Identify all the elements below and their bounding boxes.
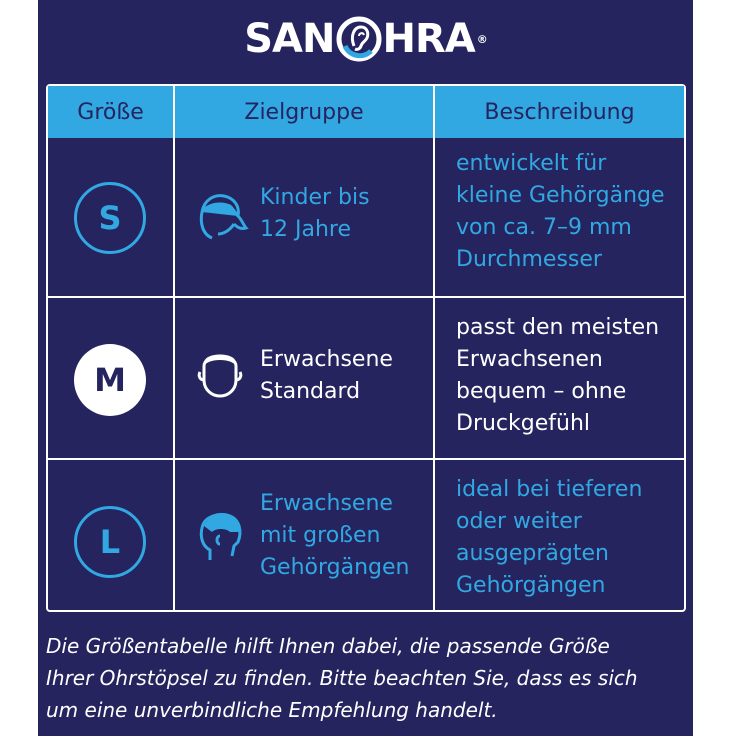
target-line: Erwachsene xyxy=(260,491,393,516)
logo-text-right: HRA xyxy=(382,16,475,62)
header-target-group: Zielgruppe xyxy=(244,99,364,125)
description-line: Druckgefühl xyxy=(456,411,591,436)
adult-profile-icon xyxy=(190,506,250,566)
description-line: von ca. 7–9 mm xyxy=(456,215,632,240)
footer-note xyxy=(46,630,693,726)
registered-mark: ® xyxy=(476,32,487,46)
target-group-s xyxy=(260,182,435,246)
sanohra-logo xyxy=(38,12,693,66)
description-line: entwickelt für xyxy=(456,151,607,176)
size-badge-l: L xyxy=(74,506,146,578)
child-head-icon xyxy=(190,186,250,246)
logo-text-left: SAN xyxy=(244,16,335,62)
target-group-l xyxy=(260,488,435,584)
header-description: Beschreibung xyxy=(484,99,635,125)
size-badge-m: M xyxy=(74,344,146,416)
description-line: ausgeprägten xyxy=(456,541,609,566)
header-size: Größe xyxy=(77,99,144,125)
description-s xyxy=(456,148,684,276)
ear-logo-icon xyxy=(336,16,382,62)
footer-line: Die Größentabelle hilft Ihnen dabei, die passende Größe xyxy=(46,634,610,658)
target-line: Gehörgängen xyxy=(260,555,410,580)
target-line: mit großen xyxy=(260,523,381,548)
description-l xyxy=(456,474,684,602)
description-line: passt den meisten xyxy=(456,315,660,340)
size-table xyxy=(46,84,686,612)
description-line: oder weiter xyxy=(456,509,582,534)
description-line: Gehörgängen xyxy=(456,573,606,598)
target-line: Erwachsene xyxy=(260,347,393,372)
target-group-m xyxy=(260,344,435,408)
description-line: kleine Gehörgänge xyxy=(456,183,665,208)
size-badge-s: S xyxy=(74,182,146,254)
size-chart-panel xyxy=(38,0,693,736)
description-line: Durchmesser xyxy=(456,247,602,272)
row-divider xyxy=(48,296,684,298)
description-line: bequem – ohne xyxy=(456,379,627,404)
target-line: Kinder bis xyxy=(260,185,370,210)
footer-line: um eine unverbindliche Empfehlung handelt. xyxy=(46,698,498,722)
table-header-row xyxy=(48,86,684,138)
description-line: ideal bei tieferen xyxy=(456,477,643,502)
row-divider xyxy=(48,458,684,460)
column-divider xyxy=(173,86,175,610)
description-m xyxy=(456,312,684,440)
target-line: Standard xyxy=(260,379,361,404)
description-line: Erwachsenen xyxy=(456,347,603,372)
footer-line: Ihrer Ohrstöpsel zu finden. Bitte beachten Sie, dass es sich xyxy=(46,666,638,690)
adult-head-icon xyxy=(190,344,250,404)
target-line: 12 Jahre xyxy=(260,217,351,242)
